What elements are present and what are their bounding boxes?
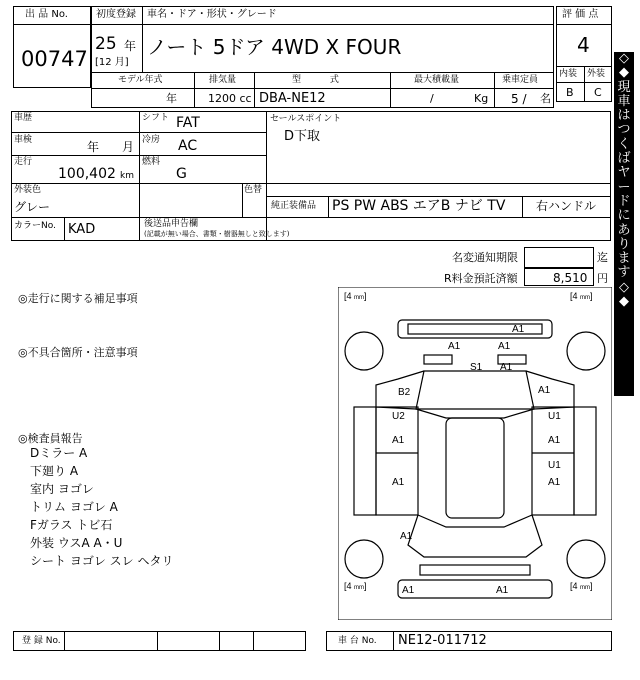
front-left-wheel [345, 332, 383, 370]
banner-char: す [617, 265, 631, 281]
tire-depth-front-right: [4 mm] [570, 291, 593, 301]
mileage-value: 100,402 [58, 166, 116, 182]
banner-char: ー [617, 179, 631, 195]
tire-depth-front-left: [4 mm] [344, 291, 367, 301]
running-notes-title: ◎走行に関する補足事項 [18, 292, 138, 305]
registration-month: [12 月] [95, 57, 129, 68]
damage-mark: U1 [548, 460, 561, 471]
car-name: ノート 5ドア 4WD X FOUR [147, 35, 402, 59]
defect-notes-title: ◎不具合箇所・注意事項 [18, 346, 138, 359]
fuel-value: G [176, 166, 187, 182]
capacity-value: 5 / [511, 92, 527, 106]
rating-score: 4 [577, 33, 590, 57]
banner-char: あ [617, 222, 631, 238]
registration-year: 25 [95, 34, 117, 54]
damage-mark: B2 [398, 387, 411, 398]
banner-char: つ [617, 122, 631, 138]
color-no-label: カラーNo. [14, 221, 56, 231]
exterior-label: 外装 [587, 69, 606, 79]
lot-number-label: 出 品 No. [25, 9, 68, 20]
yard-location-banner [614, 52, 634, 396]
history-label: 車歴 [14, 113, 33, 123]
inspector-item: トリム ヨゴレ A [30, 500, 118, 514]
interior-label: 内装 [559, 69, 578, 79]
inspector-item: 外装 ウスA A・U [30, 536, 123, 550]
front-left-light [424, 355, 452, 364]
aftersend-note: (記載が無い場合、書類・樹器無しと致します) [144, 230, 290, 238]
exterior-grade: C [594, 86, 602, 99]
car-name-label: 車名・ドア・形状・グレード [147, 9, 277, 20]
transfer-deadline-label: 名変通知期限 [452, 251, 518, 264]
year-unit: 年 [124, 39, 137, 53]
banner-char: ◇ [619, 279, 629, 295]
sales-point-label: セールスポイント [270, 114, 342, 124]
left-door-column [376, 407, 418, 515]
first-registration-label: 初度登録 [96, 9, 136, 20]
transfer-deadline-unit: 迄 [597, 251, 608, 264]
damage-mark: A1 [498, 341, 511, 352]
chassis-no-label: 車 台 No. [338, 636, 377, 646]
transfer-deadline-box [524, 247, 594, 268]
banner-char: ヤ [617, 165, 631, 181]
banner-char: ◆ [619, 294, 629, 310]
damage-mark: A1 [400, 531, 413, 542]
steering-value: 右ハンドル [536, 199, 597, 213]
damage-mark: A1 [538, 385, 551, 396]
equipment-value: PS PW ABS エアB ナビ TV [332, 198, 506, 214]
max-load-unit: Kg [474, 92, 489, 105]
shaken-month: 月 [122, 140, 135, 154]
rear-left-wheel [345, 540, 383, 578]
ac-label: 冷房 [142, 135, 161, 145]
mileage-label: 走行 [14, 157, 33, 167]
damage-mark: A1 [548, 435, 561, 446]
shift-value: FAT [176, 115, 200, 131]
max-load-value: / [430, 92, 434, 105]
recycle-fee-unit: 円 [597, 272, 608, 285]
sales-point-value: D下取 [284, 129, 321, 144]
type-label: 型 式 [292, 75, 339, 85]
car-condition-diagram [338, 287, 612, 620]
registration-no-label: 登 録 No. [22, 636, 61, 646]
rear-right-wheel [567, 540, 605, 578]
color-label: 外装色 [14, 185, 42, 195]
rear-bumper-panel [398, 580, 552, 598]
banner-char: ば [617, 151, 631, 167]
fuel-label: 燃料 [142, 157, 161, 167]
max-load-label: 最大積載量 [414, 75, 460, 85]
damage-mark: A1 [392, 477, 405, 488]
damage-marks [392, 324, 561, 596]
equipment-label: 純正装備品 [271, 201, 317, 211]
banner-char: は [617, 108, 631, 124]
ac-value: AC [178, 138, 198, 154]
inspector-report-title: ◎検査員報告 [18, 432, 83, 445]
damage-mark: A1 [402, 585, 415, 596]
inspector-item: Fガラス トビ石 [30, 518, 113, 532]
model-year-unit: 年 [166, 92, 177, 105]
lot-number: 00747 [21, 47, 88, 71]
shaken-label: 車検 [14, 135, 33, 145]
damage-mark: A1 [500, 362, 513, 373]
damage-mark: S1 [470, 362, 483, 373]
damage-mark: A1 [392, 435, 405, 446]
banner-char: ◆ [619, 65, 629, 81]
rear-light-bar [420, 565, 530, 575]
inspector-item: 室内 ヨゴレ [30, 482, 94, 496]
rear-hatch [408, 515, 542, 557]
repaint-label: 色替 [244, 185, 263, 195]
displacement-value: 1200 cc [208, 92, 252, 105]
displacement-label: 排気量 [209, 75, 237, 85]
tire-depth-rear-right: [4 mm] [570, 581, 593, 591]
color-no-value: KAD [68, 222, 96, 237]
chassis-no-value: NE12-011712 [398, 633, 487, 648]
right-step [574, 407, 596, 515]
shift-label: シフト [142, 113, 170, 123]
front-bumper-panel [398, 320, 552, 338]
model-year-label: モデル年式 [118, 75, 163, 85]
aftersend-label: 後送品申告欄 [144, 219, 199, 229]
capacity-unit: 名 [540, 92, 551, 105]
damage-mark: U2 [392, 411, 405, 422]
interior-grade: B [566, 86, 574, 99]
rear-window-line [418, 515, 532, 527]
windshield-line [416, 409, 534, 418]
inspector-item: Dミラー A [30, 446, 88, 460]
tire-depth-rear-left: [4 mm] [344, 581, 367, 591]
roof-panel [446, 418, 504, 518]
inspector-item: シート ヨゴレ スレ ヘタリ [30, 554, 174, 568]
color-value: グレー [14, 200, 51, 214]
type-value: DBA-NE12 [259, 91, 326, 106]
damage-mark: A1 [496, 585, 509, 596]
mileage-unit: km [120, 171, 134, 181]
damage-mark: A1 [512, 324, 525, 335]
damage-mark: U1 [548, 411, 561, 422]
damage-mark: A1 [548, 477, 561, 488]
banner-char: り [617, 236, 631, 252]
shaken-year: 年 [87, 140, 100, 154]
front-right-wheel [567, 332, 605, 370]
recycle-fee-value: 8,510 [553, 271, 588, 285]
inspector-item: 下廻り A [30, 464, 79, 478]
banner-char: ◇ [619, 51, 629, 66]
banner-char: に [617, 208, 631, 224]
damage-mark: A1 [448, 341, 461, 352]
recycle-fee-label: R料金預託済額 [444, 272, 518, 285]
left-step [354, 407, 376, 515]
banner-char: 現 [617, 79, 631, 95]
banner-char: ま [617, 251, 631, 267]
rating-label: 評 価 点 [562, 9, 599, 20]
hood-panel [416, 371, 534, 409]
banner-char: 車 [617, 93, 631, 109]
banner-char: ド [617, 193, 631, 209]
banner-char: く [617, 136, 631, 152]
capacity-label: 乗車定員 [502, 75, 539, 85]
